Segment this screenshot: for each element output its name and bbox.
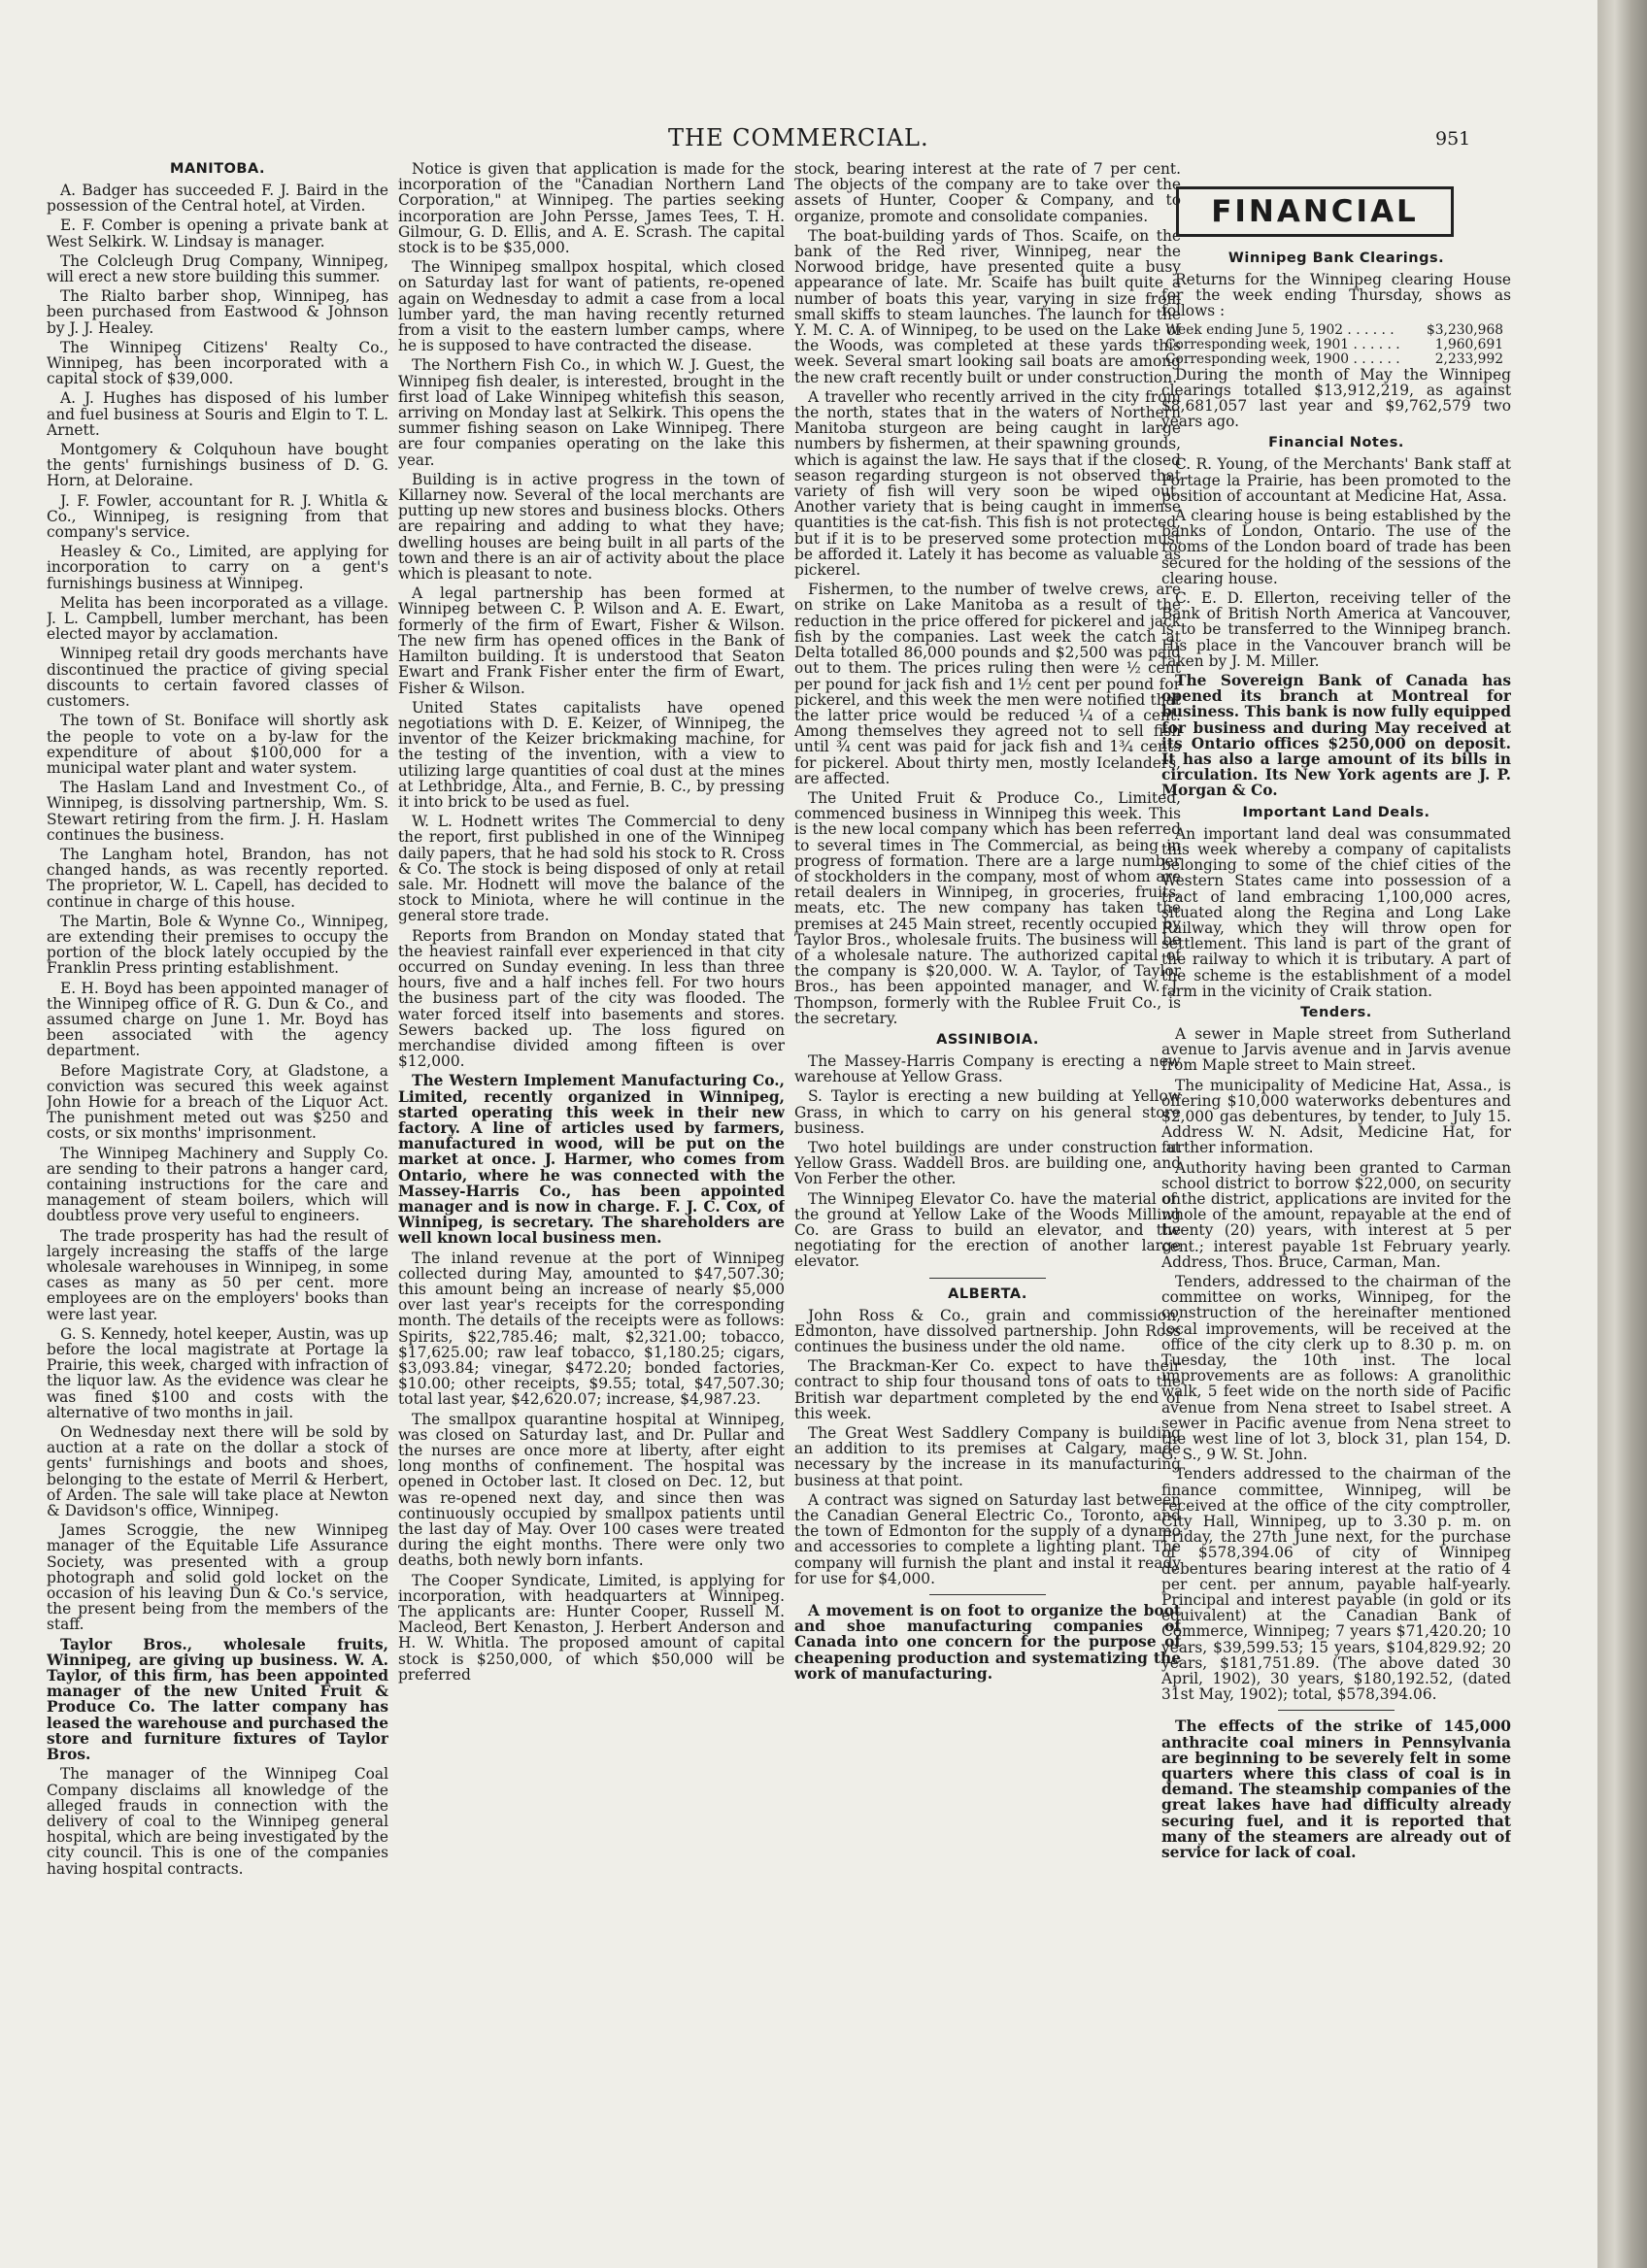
article-paragraph: The Winnipeg Elevator Co. have the material on the ground at Yellow Lake of the Woods Milling Co. are Grass to build an elevator, and the negotiating for the erection of another large elevator. <box>794 1189 1181 1271</box>
article-paragraph: The Western Implement Manufacturing Co., Limited, recently organized in Winnipeg, started operating this week in their new factory. A line of articles used by farmers, manufactured in wood, will be put on the market at once. J. Harmer, who comes from Ontario, where he was connected with the Massey-Harris Co., has been appointed manager and is now in charge. F. J. C. Cox, of Winnipeg, is secretary. The shareholders are well known local business men. <box>398 1072 785 1248</box>
financial-heading: FINANCIAL <box>1211 194 1419 229</box>
article-paragraph: W. L. Hodnett writes The Commercial to deny the report, first published in one of the Winnipeg daily papers, that he had sold his stock to R. Cross & Co. The stock is being disposed of only at retail sale. Mr. Hodnett will move the balance of the stock to Miniota, where he will continue in the general store trade. <box>398 813 785 925</box>
article-paragraph: The Great West Saddlery Company is building an addition to its premises at Calgary, made necessary by the increase in its manufacturing business at that point. <box>794 1424 1181 1489</box>
financial-banner <box>1176 186 1454 237</box>
article-paragraph: The inland revenue at the port of Winnipeg collected during May, amounted to $47,507.30; this amount being an increase of nearly $5,000 over last year's receipts for the corresponding month. The details of the receipts were as follows: Spirits, $22,785.46; malt, $2,321.00; tobacco, $17,625.00; raw leaf tobacco, $1,180.25; cigars, $3,093.84; vinegar, $472.20; bonded factories, $10.00; other receipts, $9.55; total, $47,507.30; total last year, $42,620.07; increase, $4,987.23. <box>398 1249 785 1409</box>
article-paragraph: stock, bearing interest at the rate of 7 per cent. The objects of the company are to take over the assets of Hunter, Cooper & Company, and to organize, promote and consolidate companies. <box>794 161 1181 225</box>
article-paragraph: The Cooper Syndicate, Limited, is applying for incorporation, with headquarters at Winnipeg. The applicants are: Hunter Cooper, Russell M. Macleod, Bert Kenaston, J. Herbert Anderson and H. W. Whitla. The proposed amount of capital stock is $250,000, of which $50,000 will be preferred <box>398 1571 785 1684</box>
section-heading: ALBERTA. <box>948 1285 1027 1302</box>
article-paragraph: The manager of the Winnipeg Coal Company disclaims all knowledge of the alleged frauds in connection with the delivery of coal to the Winnipeg general hospital, which are being investigated by the city council. This is one of the companies having hospital contracts. <box>47 1765 388 1878</box>
article-paragraph: A. Badger has succeeded F. J. Baird in the possession of the Central hotel, at Virden. <box>47 182 388 216</box>
article-paragraph: G. S. Kennedy, hotel keeper, Austin, was up before the local magistrate at Portage la Prairie, this week, charged with infraction of the liquor law. As the evidence was clear he was fined $100 and costs with the alternative of two months in jail. <box>47 1324 388 1421</box>
article-paragraph: J. F. Fowler, accountant for R. J. Whitla & Co., Winnipeg, is resigning from that company's service. <box>47 491 388 542</box>
article-paragraph: A clearing house is being established by the banks of London, Ontario. The use of the rooms of the London board of trade has been secured for the holding of the sessions of the clearing house. <box>1161 507 1511 587</box>
article-paragraph: S. Taylor is erecting a new building at Yellow Grass, in which to carry on his general store business. <box>794 1087 1181 1137</box>
article-paragraph: The smallpox quarantine hospital at Winnipeg, was closed on Saturday last, and Dr. Pullar and the nurses are once more at liberty, after eight long months of confinement. The hospital was opened in October last. It closed on Dec. 12, but was re-opened next day, and since then was continuously occupied by smallpox patients until the last day of May. Over 100 cases were treated during the eight months. There were only two deaths, both newly born infants. <box>398 1410 785 1570</box>
column-4 <box>1161 161 1511 2132</box>
article-paragraph: The Colcleugh Drug Company, Winnipeg, will erect a new store building this summer. <box>47 251 388 286</box>
article-paragraph: James Scroggie, the new Winnipeg manager of the Equitable Life Assurance Society, was presented with a group photograph and solid gold locket on the occasion of his leaving Dun & Co.'s service, the present being from the members of the staff. <box>47 1521 388 1634</box>
article-paragraph: Two hotel buildings are under construction at Yellow Grass. Waddell Bros. are building one, and Von Ferber the other. <box>794 1138 1181 1188</box>
article-paragraph: The effects of the strike of 145,000 anthracite coal miners in Pennsylvania are beginning to be severely felt in some quarters where this class of coal is in demand. The steamship companies of the great lakes have had difficulty already securing fuel, and it is reported that many of the steamers are already out of service for lack of coal. <box>1161 1718 1511 1862</box>
clearings-row <box>1165 352 1503 367</box>
article-paragraph: The Winnipeg Machinery and Supply Co. are sending to their patrons a hanger card, containing instructions for the care and management of steam boilers, which will doubtless prove very useful to engineers. <box>47 1144 388 1225</box>
article-paragraph: The Winnipeg Citizens' Realty Co., Winnipeg, has been incorporated with a capital stock of $39,000. <box>47 338 388 388</box>
land-deals <box>1161 826 1511 999</box>
article-paragraph: Tenders, addressed to the chairman of the committee on works, Winnipeg, for the construction of the hereinafter mentioned local improvements, will be received at the office of the city clerk up to 8.30 p. m. on Tuesday, the 10th inst. The local improvements are as follows: A granolithic walk, 5 feet wide on the north side of Pacific avenue from Nena street to Isabel street. A sewer in Pacific avenue from Nena street to the west line of lot 3, block 31, plan 154, D. G. S., 9 W. St. John. <box>1161 1272 1511 1464</box>
clearings-label: Corresponding week, 1900 . . . . . . <box>1165 350 1400 367</box>
article-paragraph: Fishermen, to the number of twelve crews, are on strike on Lake Manitoba as a result of the reduction in the price offered for pickerel and jack fish by the companies. Last week the catch at Delta totalled 86,000 pounds and $2,500 was paid out to them. The prices ruling then were ½ cent per pound for jack fish and 1½ cent per pound for pickerel, and this week the men were notified that the latter price would be reduced ¼ of a cent. Among themselves they agreed not to sell fish until ¾ cent was paid for jack fish and 1¾ cents for pickerel. About thirty men, mostly Icelanders, are affected. <box>794 581 1181 787</box>
section-heading: Winnipeg Bank Clearings. <box>1227 250 1445 266</box>
article-paragraph: Taylor Bros., wholesale fruits, Winnipeg, are giving up business. W. A. Taylor, of this firm, has been appointed manager of the new United Fruit & Produce Co. The latter company has leased the warehouse and purchased the store and furniture fixtures of Taylor Bros. <box>47 1635 388 1764</box>
article-paragraph: The town of St. Boniface will shortly ask the people to vote on a by-law for the expenditure of about $100,000 for a municipal water plant and water system. <box>47 712 388 777</box>
article-paragraph: E. H. Boyd has been appointed manager of the Winnipeg office of R. G. Dun & Co., and assumed charge on June 1. Mr. Boyd has been associated with the agency department. <box>47 979 388 1060</box>
financial-notes <box>1161 456 1511 798</box>
article-paragraph: On Wednesday next there will be sold by auction at a rate on the dollar a stock of gents' furnishings and boots and shoes, belonging to the estate of Merril & Herbert, of Arden. The sale will take place at Newton & Davidson's office, Winnipeg. <box>47 1423 388 1520</box>
article-paragraph: The boat-building yards of Thos. Scaife, on the bank of the Red river, Winnipeg, near the Norwood bridge, have presented quite a busy appearance of late. Mr. Scaife has built quite a number of boats this year, varying in size from small skiffs to steam launches. The launch for the Y. M. C. A. of Winnipeg, to be used on the Lake of the Woods, was completed at these yards this week. Several smart looking sail boats are among the new craft recently built or under construction. <box>794 226 1181 386</box>
article-paragraph: Winnipeg retail dry goods merchants have discontinued the practice of giving special discounts to certain favored classes of customers. <box>47 645 388 711</box>
page-binding-edge <box>1597 0 1647 2268</box>
article-paragraph: Montgomery & Colquhoun have bought the gents' furnishings business of D. G. Horn, at Deloraine. <box>47 441 388 490</box>
article-paragraph: Authority having been granted to Carman school district to borrow $22,000, on security of the district, applications are invited for the whole of the amount, repayable at the end of twenty (20) years, with interest at 5 per cent.; interest payable 1st February yearly. Address, Thos. Bruce, Carman, Man. <box>1161 1158 1511 1271</box>
clearings-value: 1,960,691 <box>1434 336 1503 352</box>
clearings-value: 2,233,992 <box>1434 350 1503 367</box>
article-paragraph: The Haslam Land and Investment Co., of Winnipeg, is dissolving partnership, Wm. S. Stewart retiring from the firm. J. H. Haslam continues the business. <box>47 779 388 844</box>
article-paragraph: A movement is on foot to organize the boot and shoe manufacturing companies of Canada into one concern for the purpose of cheapening production and systematizing the work of manufacturing. <box>794 1602 1181 1683</box>
article-paragraph: The Northern Fish Co., in which W. J. Guest, the Winnipeg fish dealer, is interested, brought in the first load of Lake Winnipeg whitefish this season, arriving on Monday last at Selkirk. This opens the summer fishing season on Lake Winnipeg. There are four companies operating on the lake this year. <box>398 356 785 469</box>
section-heading: Tenders. <box>1300 1004 1372 1020</box>
article-paragraph: A. J. Hughes has disposed of his lumber and fuel business at Souris and Elgin to T. L. Arnett. <box>47 389 388 439</box>
section-heading: ASSINIBOIA. <box>936 1031 1039 1048</box>
article-paragraph: The Massey-Harris Company is erecting a new warehouse at Yellow Grass. <box>794 1051 1181 1086</box>
article-paragraph: The United Fruit & Produce Co., Limited, commenced business in Winnipeg this week. This is the new local company which has been referred to several times in The Commercial, as being in progress of formation. There are a large number of stockholders in the company, most of whom are retail dealers in Winnipeg, in groceries, fruits, meats, etc. The new company has taken the premises at 245 Main street, recently occupied by Taylor Bros., wholesale fruits. The business will be of a wholesale nature. The authorized capital of the company is $20,000. W. A. Taylor, of Taylor Bros., has been appointed manager, and W. J. Thompson, formerly with the Rublee Fruit Co., is the secretary. <box>794 788 1181 1027</box>
clearings-label: Week ending June 5, 1902 . . . . . . <box>1165 321 1395 338</box>
article-paragraph: A contract was signed on Saturday last between the Canadian General Electric Co., Toronto, and the town of Edmonton for the supply of a dynamo and accessories to complete a lighting plant. The company will furnish the plant and instal it ready for use for $4,000. <box>794 1490 1181 1587</box>
divider <box>1278 1710 1395 1711</box>
article-paragraph: The municipality of Medicine Hat, Assa., is offering $10,000 waterworks debentures and $2,000 gas debentures, by tender, to July 15. Address W. N. Adsit, Medicine Hat, for further information. <box>1161 1076 1511 1157</box>
column-2 <box>398 161 785 2132</box>
article-paragraph: John Ross & Co., grain and commission, Edmonton, have dissolved partnership. John Ross continues the business under the old name. <box>794 1306 1181 1356</box>
section-heading: Financial Notes. <box>1268 435 1404 451</box>
clearings-row <box>1165 338 1503 352</box>
divider <box>929 1278 1046 1279</box>
column-3 <box>794 161 1181 2132</box>
clearings-label: Corresponding week, 1901 . . . . . . <box>1165 336 1400 352</box>
article-paragraph: C. E. D. Ellerton, receiving teller of the Bank of British North America at Vancouver, is to be transferred to the Winnipeg branch. His place in the Vancouver branch will be taken by J. M. Miller. <box>1161 589 1511 670</box>
article-paragraph: The Brackman-Ker Co. expect to have their contract to ship four thousand tons of oats to the British war department completed by the end of this week. <box>794 1357 1181 1422</box>
article-paragraph: C. R. Young, of the Merchants' Bank staff at Portage la Prairie, has been promoted to the position of accountant at Medicine Hat, Assa. <box>1161 455 1511 505</box>
section-heading: Important Land Deals. <box>1242 804 1430 820</box>
clearings-row <box>1165 323 1503 338</box>
article-paragraph: The Sovereign Bank of Canada has opened its branch at Montreal for business. This bank is now fully equipped for business and during May received at its Ontario offices $250,000 on deposit. It has also a large amount of its bills in circulation. Its New York agents are J. P. Morgan & Co. <box>1161 672 1511 800</box>
article-paragraph: Tenders addressed to the chairman of the finance committee, Winnipeg, will be received at the office of the city comptroller, City Hall, Winnipeg, up to 3.30 p. m. on Friday, the 27th June next, for the purchase of $578,394.06 of city of Winnipeg debentures bearing interest at the ratio of 4 per cent. per annum, payable half-yearly. Principal and interest payable (in gold or its equivalent) at the Canadian Bank of Commerce, Winnipeg; 7 years $71,420.20; 10 years, $39,599.53; 15 years, $104,829.92; 20 years, $181,751.89. (The above dated 30 April, 1902), 30 years, $180,192.52, (dated 31st May, 1902); total, $578,394.06. <box>1161 1465 1511 1704</box>
page-number: 951 <box>1435 128 1471 150</box>
article-paragraph: The Rialto barber shop, Winnipeg, has been purchased from Eastwood & Johnson by J. J. Healey. <box>47 287 388 337</box>
article-paragraph: Building is in active progress in the town of Killarney now. Several of the local merchants are putting up new stores and business blocks. Others are repairing and adding to what they have; dwelling houses are being built in all parts of the town and there is an air of activity about the place which is pleasant to note. <box>398 470 785 584</box>
article-paragraph: United States capitalists have opened negotiations with D. E. Keizer, of Winnipeg, the inventor of the Keizer brickmaking machine, for the testing of the invention, with a view to utilizing large quantities of coal dust at the mines at Lethbridge, Alta., and Fernie, B. C., by pressing it into brick to be used as fuel. <box>398 698 785 811</box>
article-paragraph: A sewer in Maple street from Sutherland avenue to Jarvis avenue and in Jarvis avenue from Maple street to Main street. <box>1161 1024 1511 1075</box>
column-1 <box>47 161 388 2132</box>
clearings-table <box>1161 323 1511 367</box>
article-paragraph: Reports from Brandon on Monday stated that the heaviest rainfall ever experienced in that city occurred on Sunday evening. In less than three hours, five and a half inches fell. For two hours the business part of the city was flooded. The water forced itself into basements and stores. Sewers backed up. The loss figured on merchandise divided among fifteen is over $12,000. <box>398 926 785 1071</box>
page-title: THE COMMERCIAL. <box>668 124 929 151</box>
article-paragraph: The Langham hotel, Brandon, has not changed hands, as was recently reported. The proprietor, W. L. Capell, has decided to continue in charge of this house. <box>47 845 388 911</box>
article-paragraph: An important land deal was consummated this week whereby a company of capitalists belonging to some of the chief cities of the Western States came into possession of a tract of land embracing 1,100,000 acres, situated along the Regina and Long Lake Railway, which they will throw open for settlement. This land is part of the grant of the railway to which it is tributary. A part of the scheme is the establishment of a model farm in the vicinity of Craik station. <box>1161 824 1511 1000</box>
article-paragraph: Melita has been incorporated as a village. J. L. Campbell, lumber merchant, has been elected mayor by acclamation. <box>47 593 388 644</box>
article-paragraph: The Winnipeg smallpox hospital, which closed on Saturday last for want of patients, re-opened again on Wednesday to admit a case from a local lumber yard, the man having recently returned from a visit to the eastern lumber camps, where he is supposed to have contracted the disease. <box>398 258 785 355</box>
article-paragraph: Before Magistrate Cory, at Gladstone, a conviction was secured this week against John Howie for a breach of the Liquor Act. The punishment meted out was $250 and costs, or six months' imprisonment. <box>47 1061 388 1143</box>
divider <box>929 1594 1046 1595</box>
tenders <box>1161 1026 1511 1703</box>
section-heading: MANITOBA. <box>170 161 265 177</box>
article-paragraph: E. F. Comber is opening a private bank at West Selkirk. W. Lindsay is manager. <box>47 217 388 250</box>
article-paragraph: A traveller who recently arrived in the city from the north, states that in the waters of Northern Manitoba sturgeon are being caught in large numbers by fishermen, at their spawning grounds, which is against the law. He says that if the closed season regarding sturgeon is not observed that variety of fish will very soon be wiped out. Another variety that is being caught in immense quantities is the cat-fish. This fish is not protected, but if it is to be preserved some protection must be afforded it. Lately it has become as valuable as pickerel. <box>794 387 1181 580</box>
article-paragraph: During the month of May the Winnipeg clearings totalled $13,912,219, as against $8,681,057 last year and $9,762,579 two years ago. <box>1161 365 1511 431</box>
article-paragraph: The Martin, Bole & Wynne Co., Winnipeg, are extending their premises to occupy the portion of the block lately occupied by the Franklin Press printing establishment. <box>47 912 388 978</box>
article-paragraph: Returns for the Winnipeg clearing House for the week ending Thursday, shows as follows : <box>1161 271 1511 320</box>
article-paragraph: Heasley & Co., Limited, are applying for incorporation to carry on a gent's furnishings business at Winnipeg. <box>47 543 388 592</box>
page-header <box>0 124 1597 159</box>
article-paragraph: A legal partnership has been formed at Winnipeg between C. P. Wilson and A. E. Ewart, formerly of the firm of Ewart, Fisher & Wilson. The new firm has opened offices in the Bank of Hamilton building. It is understood that Seaton Ewart and Frank Fisher enter the firm of Ewart, Fisher & Wilson. <box>398 584 785 697</box>
clearings-value: $3,230,968 <box>1427 321 1503 338</box>
article-paragraph: The trade prosperity has had the result of largely increasing the staffs of the large wholesale warehouses in Winnipeg, in some cases as many as 50 per cent. more employees are on the employers' books than were last year. <box>47 1226 388 1323</box>
article-paragraph: Notice is given that application is made for the incorporation of the "Canadian Northern Land Corporation," at Winnipeg. The parties seeking incorporation are John Persse, James Tees, T. H. Gilmour, G. D. Ellis, and A. E. Scrash. The capital stock is to be $35,000. <box>398 161 785 257</box>
